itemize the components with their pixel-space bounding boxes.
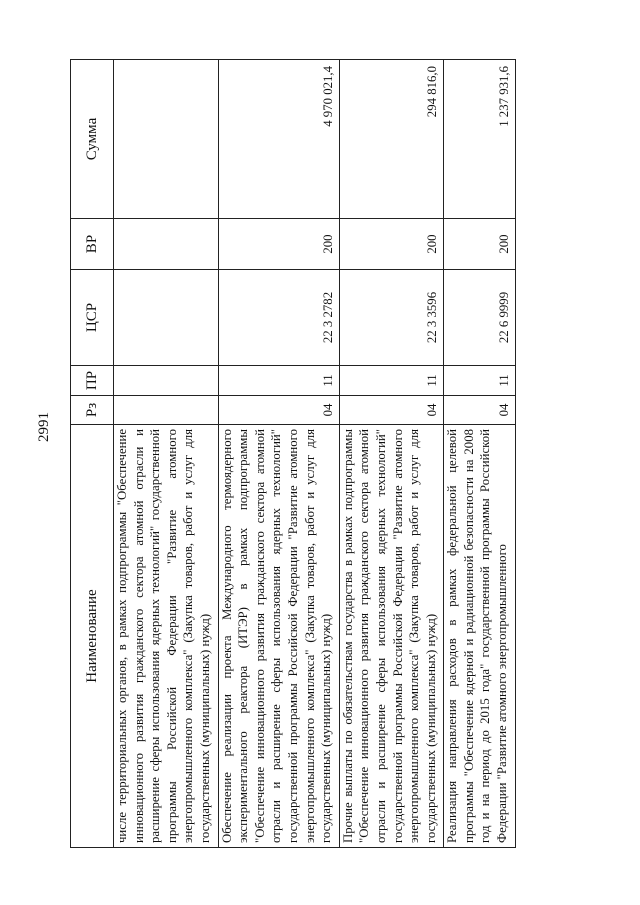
table-row — [444, 60, 515, 848]
header-name: Наименование — [71, 425, 114, 848]
row-pr: 11 — [339, 366, 444, 396]
row-sum: 4 970 021,4 — [218, 60, 339, 219]
row-name: числе территориальных органов, в рамках подпрограммы "Обеспечение инновационного развития гражданского сектора атомной отрасли и расширение сферы использования ядерных технологий" государственной программы Российской Федерации "Развитие атомного энергопромышленного комплекса" (Закупка товаров, работ и услуг для государственных (муниципальных) нужд) — [114, 425, 219, 848]
row-rz: 04 — [444, 396, 515, 425]
row-rz: 04 — [339, 396, 444, 425]
header-rz: Рз — [71, 396, 114, 425]
row-csr: 22 6 9999 — [444, 270, 515, 366]
row-rz — [114, 396, 219, 425]
row-vr: 200 — [444, 219, 515, 270]
row-pr: 11 — [444, 366, 515, 396]
header-pr: ПР — [71, 366, 114, 396]
budget-table — [70, 59, 516, 848]
row-csr: 22 3 2782 — [218, 270, 339, 366]
row-name: Обеспечение реализации проекта Международного термоядерного экспериментального реактора (ИТЭР) в рамках подпрограммы "Обеспечение инновационного развития гражданского сектора атомной отрасли и расширение сферы использования ядерных технологий" государственной программы Российской Федерации "Развитие атомного энергопромышленного комплекса" (Закупка товаров, работ и услуг для государственных (муниципальных) нужд) — [218, 425, 339, 848]
row-vr: 200 — [218, 219, 339, 270]
table-header-row — [71, 60, 114, 848]
rotated-page-content — [70, 60, 605, 848]
row-sum: 294 816,0 — [339, 60, 444, 219]
table-row — [114, 60, 219, 848]
header-csr: ЦСР — [71, 270, 114, 366]
header-sum: Сумма — [71, 60, 114, 219]
table-row — [339, 60, 444, 848]
row-vr — [114, 219, 219, 270]
row-csr: 22 3 3596 — [339, 270, 444, 366]
row-vr: 200 — [339, 219, 444, 270]
table-row — [218, 60, 339, 848]
header-vr: ВР — [71, 219, 114, 270]
row-sum — [114, 60, 219, 219]
row-pr: 11 — [218, 366, 339, 396]
row-rz: 04 — [218, 396, 339, 425]
row-csr — [114, 270, 219, 366]
row-sum: 1 237 931,6 — [444, 60, 515, 219]
row-name: Реализация направления расходов в рамках федеральной целевой программы "Обеспечение ядерной и радиационной безопасности на 2008 год и на период до 2015 года" государственной программы Российской Федерации "Развитие атомного энергопромышленного — [444, 425, 515, 848]
row-pr — [114, 366, 219, 396]
page-number: 2991 — [36, 412, 52, 442]
row-name: Прочие выплаты по обязательствам государства в рамках подпрограммы "Обеспечение инновационного развития гражданского сектора атомной отрасли и расширение сферы использования ядерных технологий" государственной программы Российской Федерации "Развитие атомного энергопромышленного комплекса" (Закупка товаров, работ и услуг для государственных (муниципальных) нужд) — [339, 425, 444, 848]
